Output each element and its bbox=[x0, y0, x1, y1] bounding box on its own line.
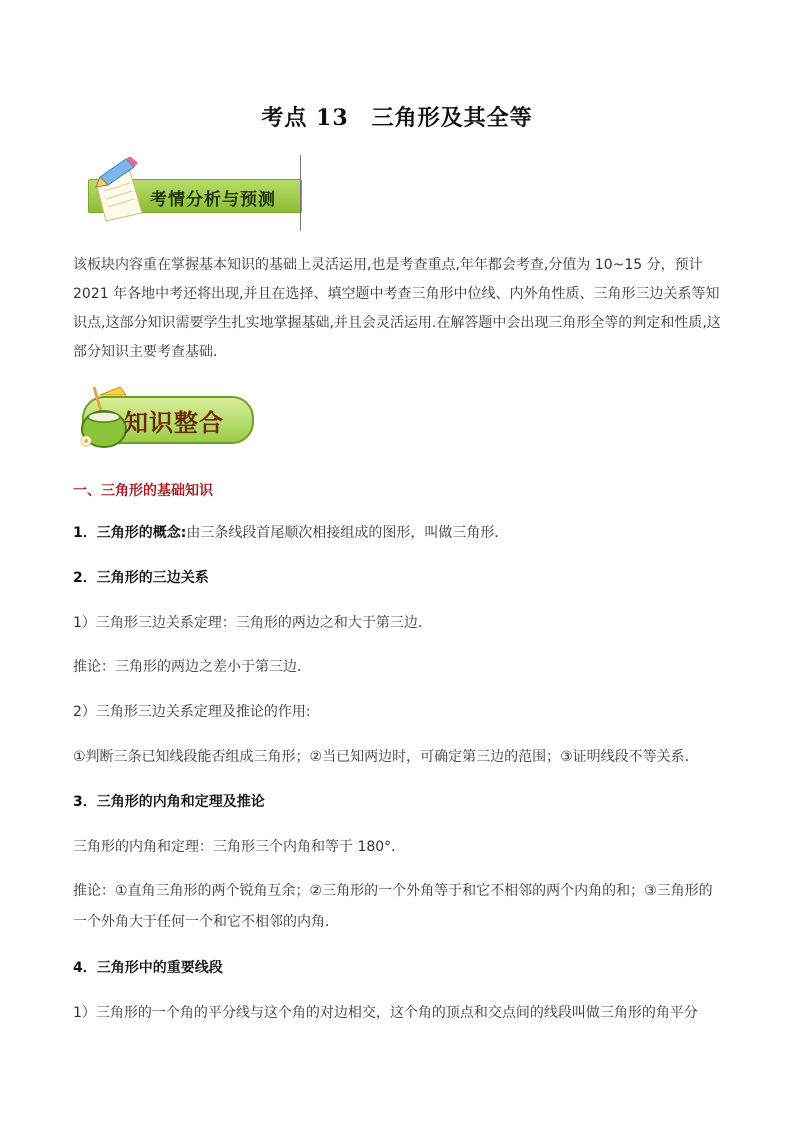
item3-corollary-a: 推论：①直角三角形的两个锐角互余；②三角形的一个外角等于和它不相邻的两个内角的和；③三角形的 bbox=[73, 883, 713, 899]
item2-corollary: 推论：三角形的两边之差小于第三边． bbox=[73, 659, 311, 675]
item1-text: 由三条线段首尾顺次相接组成的图形，叫做三角形． bbox=[186, 525, 509, 541]
banner-analysis-label: 考情分析与预测 bbox=[150, 190, 276, 210]
banner-knowledge bbox=[74, 385, 254, 451]
item3-heading: 3．三角形的内角和定理及推论 bbox=[73, 794, 265, 810]
item2-usage-detail: ①判断三条已知线段能否组成三角形；②当已知两边时，可确定第三边的范围；③证明线段不等关系． bbox=[73, 749, 699, 765]
banner-analysis bbox=[84, 155, 304, 233]
item2-usage: 2）三角形三边关系定理及推论的作用: bbox=[73, 704, 311, 720]
item1-label: 1．三角形的概念: bbox=[73, 525, 187, 541]
item4-heading: 4．三角形中的重要线段 bbox=[73, 960, 223, 976]
item1-line bbox=[73, 522, 733, 542]
item4-bisector: 1）三角形的一个角的平分线与这个角的对边相交，这个角的顶点和交点间的线段叫做三角形的角平分 bbox=[73, 1005, 698, 1021]
section-heading-basics: 一、三角形的基础知识 bbox=[73, 483, 213, 499]
pencil-paper-icon bbox=[90, 157, 152, 223]
item3-corollary-b: 一个外角大于任何一个和它不相邻的内角． bbox=[73, 914, 339, 930]
intro-paragraph: 该板块内容重在掌握基本知识的基础上灵活运用,也是考查重点,年年都会考查,分值为 10~15 分，预计 2021 年各地中考还将出现,并且在选择、填空题中考查三角形中位线、内外角性质、三角形三边关系等知识点,这部分知识需要学生扎实地掌握基础,并且会灵活运用.在解答题中会出现三角形全等的判定和性质,这部分知识主要考查基础. bbox=[73, 257, 721, 360]
page-title: 考点 13 三角形及其全等 bbox=[261, 105, 533, 131]
banner-divider bbox=[300, 155, 301, 231]
item2-theorem: 1）三角形三边关系定理：三角形的两边之和大于第三边． bbox=[73, 615, 432, 631]
item2-heading: 2．三角形的三边关系 bbox=[73, 570, 209, 586]
banner-knowledge-label: 知识整合 bbox=[124, 409, 224, 437]
item3-theorem: 三角形的内角和定理：三角形三个内角和等于 180°． bbox=[73, 839, 406, 855]
